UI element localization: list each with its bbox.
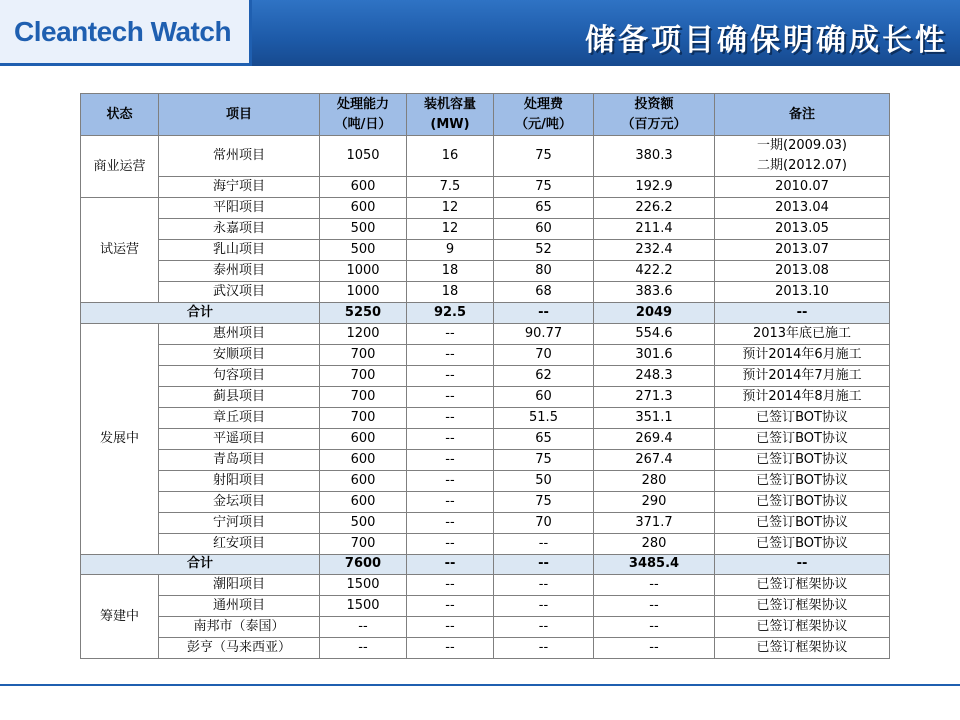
note-line: 预计2014年7月施工	[742, 367, 862, 383]
table-row	[81, 407, 890, 428]
investment-cell: 351.1	[594, 407, 715, 428]
fee-cell: 75	[494, 491, 594, 512]
project-name: 武汉项目	[159, 282, 320, 303]
table-row	[81, 323, 890, 344]
capacity-cell: 1000	[320, 261, 407, 282]
note-cell	[715, 428, 890, 449]
table-row	[81, 596, 890, 617]
note-line: 2013.04	[775, 200, 829, 215]
note-cell	[715, 491, 890, 512]
table-row	[81, 470, 890, 491]
project-name: 安顺项目	[159, 344, 320, 365]
mw-cell: 16	[407, 136, 494, 177]
column-header-line: 项目	[225, 106, 252, 122]
fee-cell: 70	[494, 512, 594, 533]
title-bar	[252, 0, 960, 66]
table-row	[81, 575, 890, 596]
capacity-cell: 7600	[320, 554, 407, 575]
investment-cell: 3485.4	[594, 554, 715, 575]
note-line: 2013年底已施工	[752, 325, 852, 341]
note-cell	[715, 470, 890, 491]
capacity-cell: 1200	[320, 323, 407, 344]
note-cell	[715, 198, 890, 219]
investment-cell: --	[594, 575, 715, 596]
column-header	[407, 94, 494, 136]
note-line: 已签订BOT协议	[756, 535, 848, 551]
fee-cell: 75	[494, 136, 594, 177]
note-cell	[715, 533, 890, 554]
project-name: 彭亨（马来西亚）	[159, 638, 320, 659]
capacity-cell: 1500	[320, 575, 407, 596]
project-name: 海宁项目	[159, 177, 320, 198]
investment-cell: 280	[594, 533, 715, 554]
note-cell	[715, 512, 890, 533]
table-row	[81, 219, 890, 240]
fee-cell: 75	[494, 449, 594, 470]
note-cell	[715, 596, 890, 617]
mw-cell: --	[407, 428, 494, 449]
note-cell	[715, 282, 890, 303]
capacity-cell: 600	[320, 177, 407, 198]
project-name: 通州项目	[159, 596, 320, 617]
project-name: 句容项目	[159, 365, 320, 386]
table-header-row	[81, 94, 890, 136]
note-cell	[715, 240, 890, 261]
note-cell	[715, 177, 890, 198]
note-cell	[715, 407, 890, 428]
mw-cell: 9	[407, 240, 494, 261]
status-cell: 试运营	[81, 198, 159, 303]
mw-cell: --	[407, 575, 494, 596]
fee-cell: 60	[494, 386, 594, 407]
project-name: 乳山项目	[159, 240, 320, 261]
column-header	[594, 94, 715, 136]
cleantech-watch-logo: Cleantech Watch	[14, 16, 232, 47]
project-table	[80, 93, 890, 659]
note-line: 已签订BOT协议	[756, 514, 848, 530]
capacity-cell: 700	[320, 533, 407, 554]
mw-cell: --	[407, 554, 494, 575]
table-row	[81, 365, 890, 386]
mw-cell: 12	[407, 219, 494, 240]
capacity-cell: 1000	[320, 282, 407, 303]
slide-title: 储备项目确保明确成长性	[585, 23, 948, 58]
project-name: 宁河项目	[159, 512, 320, 533]
investment-cell: 269.4	[594, 428, 715, 449]
project-name: 永嘉项目	[159, 219, 320, 240]
subtotal-label: 合计	[81, 303, 320, 324]
column-header	[715, 94, 890, 136]
project-name: 惠州项目	[159, 323, 320, 344]
capacity-cell: --	[320, 638, 407, 659]
column-header	[320, 94, 407, 136]
mw-cell: 7.5	[407, 177, 494, 198]
table-row	[81, 491, 890, 512]
investment-cell: --	[594, 638, 715, 659]
table-row	[81, 261, 890, 282]
note-line: 2010.07	[775, 179, 829, 194]
subtotal-row	[81, 303, 890, 324]
fee-cell: 75	[494, 177, 594, 198]
project-name: 青岛项目	[159, 449, 320, 470]
table-row	[81, 449, 890, 470]
investment-cell: 226.2	[594, 198, 715, 219]
table-row	[81, 533, 890, 554]
investment-cell: 554.6	[594, 323, 715, 344]
note-line: 已签订BOT协议	[756, 451, 848, 467]
capacity-cell: 500	[320, 219, 407, 240]
note-cell	[715, 136, 890, 177]
note-line: 已签订BOT协议	[756, 430, 848, 446]
project-name: 南邦市（泰国）	[159, 617, 320, 638]
capacity-cell: 5250	[320, 303, 407, 324]
capacity-cell: 700	[320, 344, 407, 365]
mw-cell: --	[407, 533, 494, 554]
note-cell	[715, 365, 890, 386]
fee-cell: --	[494, 617, 594, 638]
table-row	[81, 177, 890, 198]
mw-cell: --	[407, 596, 494, 617]
fee-cell: 68	[494, 282, 594, 303]
investment-cell: 232.4	[594, 240, 715, 261]
project-name: 潮阳项目	[159, 575, 320, 596]
fee-cell: --	[494, 596, 594, 617]
capacity-cell: 500	[320, 512, 407, 533]
capacity-cell: 700	[320, 407, 407, 428]
investment-cell: --	[594, 617, 715, 638]
note-cell	[715, 449, 890, 470]
mw-cell: 12	[407, 198, 494, 219]
mw-cell: --	[407, 365, 494, 386]
investment-cell: --	[594, 596, 715, 617]
slide-header	[0, 0, 960, 66]
table-row	[81, 512, 890, 533]
column-header	[81, 94, 159, 136]
mw-cell: --	[407, 386, 494, 407]
project-name: 平遥项目	[159, 428, 320, 449]
fee-cell: 52	[494, 240, 594, 261]
project-name: 常州项目	[159, 136, 320, 177]
fee-cell: 70	[494, 344, 594, 365]
investment-cell: 290	[594, 491, 715, 512]
investment-cell: 301.6	[594, 344, 715, 365]
column-header-line: （元/吨）	[515, 116, 572, 132]
table-row	[81, 428, 890, 449]
table-row	[81, 282, 890, 303]
fee-cell: 65	[494, 428, 594, 449]
capacity-cell: --	[320, 617, 407, 638]
project-name: 章丘项目	[159, 407, 320, 428]
mw-cell: --	[407, 449, 494, 470]
note-line: 已签订BOT协议	[756, 409, 848, 425]
note-line: 已签订框架协议	[756, 598, 848, 614]
column-header-line: （吨/日）	[334, 116, 392, 132]
capacity-cell: 1500	[320, 596, 407, 617]
project-name: 射阳项目	[159, 470, 320, 491]
fee-cell: 50	[494, 470, 594, 491]
note-cell: --	[715, 554, 890, 575]
mw-cell: --	[407, 470, 494, 491]
column-header-line: 处理费	[523, 96, 563, 112]
fee-cell: --	[494, 303, 594, 324]
note-line: 预计2014年6月施工	[742, 346, 862, 362]
status-cell: 商业运营	[81, 136, 159, 198]
note-line: 已签订框架协议	[756, 619, 848, 635]
note-line: 2013.05	[775, 221, 829, 236]
mw-cell: --	[407, 617, 494, 638]
investment-cell: 383.6	[594, 282, 715, 303]
fee-cell: 65	[494, 198, 594, 219]
investment-cell: 211.4	[594, 219, 715, 240]
column-header-line: 备注	[788, 106, 815, 122]
fee-cell: 90.77	[494, 323, 594, 344]
table-row	[81, 617, 890, 638]
note-line: 2013.07	[775, 242, 829, 257]
note-line: 已签订框架协议	[756, 577, 848, 593]
investment-cell: 248.3	[594, 365, 715, 386]
table-row	[81, 638, 890, 659]
note-line: 已签订BOT协议	[756, 472, 848, 488]
investment-cell: 2049	[594, 303, 715, 324]
investment-cell: 371.7	[594, 512, 715, 533]
capacity-cell: 700	[320, 365, 407, 386]
column-header	[494, 94, 594, 136]
capacity-cell: 700	[320, 386, 407, 407]
status-cell: 发展中	[81, 323, 159, 554]
fee-cell: 51.5	[494, 407, 594, 428]
note-cell	[715, 617, 890, 638]
mw-cell: --	[407, 407, 494, 428]
project-name: 泰州项目	[159, 261, 320, 282]
note-line: 已签订框架协议	[756, 640, 848, 656]
subtotal-row	[81, 554, 890, 575]
mw-cell: --	[407, 638, 494, 659]
fee-cell: --	[494, 533, 594, 554]
fee-cell: 80	[494, 261, 594, 282]
fee-cell: 62	[494, 365, 594, 386]
project-name: 红安项目	[159, 533, 320, 554]
mw-cell: --	[407, 323, 494, 344]
column-header-line: (MW)	[430, 116, 470, 132]
mw-cell: 18	[407, 282, 494, 303]
fee-cell: 60	[494, 219, 594, 240]
note-line: 预计2014年8月施工	[742, 388, 862, 404]
note-cell	[715, 219, 890, 240]
investment-cell: 267.4	[594, 449, 715, 470]
table-row	[81, 344, 890, 365]
investment-cell: 271.3	[594, 386, 715, 407]
note-line: 一期(2009.03)	[757, 138, 847, 153]
mw-cell: 18	[407, 261, 494, 282]
column-header-line: （百万元）	[621, 116, 687, 132]
capacity-cell: 600	[320, 198, 407, 219]
note-cell	[715, 344, 890, 365]
column-header-line: 处理能力	[336, 96, 389, 112]
table-row	[81, 136, 890, 177]
note-line: 2013.08	[775, 263, 829, 278]
mw-cell: --	[407, 344, 494, 365]
capacity-cell: 600	[320, 470, 407, 491]
fee-cell: --	[494, 575, 594, 596]
capacity-cell: 600	[320, 428, 407, 449]
column-header-line: 投资额	[634, 96, 674, 112]
note-cell	[715, 323, 890, 344]
project-name: 金坛项目	[159, 491, 320, 512]
note-line: 二期(2012.07)	[757, 158, 847, 173]
capacity-cell: 500	[320, 240, 407, 261]
column-header	[159, 94, 320, 136]
logo-box	[0, 0, 252, 66]
investment-cell: 422.2	[594, 261, 715, 282]
project-name: 平阳项目	[159, 198, 320, 219]
column-header-line: 装机容量	[423, 96, 476, 112]
fee-cell: --	[494, 554, 594, 575]
note-line: 2013.10	[775, 284, 829, 299]
capacity-cell: 600	[320, 449, 407, 470]
mw-cell: --	[407, 491, 494, 512]
status-cell: 筹建中	[81, 575, 159, 659]
note-line: 已签订BOT协议	[756, 493, 848, 509]
subtotal-label: 合计	[81, 554, 320, 575]
column-header-line: 状态	[106, 106, 133, 122]
note-cell	[715, 575, 890, 596]
investment-cell: 192.9	[594, 177, 715, 198]
note-cell	[715, 638, 890, 659]
fee-cell: --	[494, 638, 594, 659]
mw-cell: --	[407, 512, 494, 533]
table-row	[81, 198, 890, 219]
note-cell: --	[715, 303, 890, 324]
capacity-cell: 1050	[320, 136, 407, 177]
investment-cell: 380.3	[594, 136, 715, 177]
footer-divider	[0, 684, 960, 686]
table-row	[81, 240, 890, 261]
project-name: 蓟县项目	[159, 386, 320, 407]
investment-cell: 280	[594, 470, 715, 491]
capacity-cell: 600	[320, 491, 407, 512]
table-row	[81, 386, 890, 407]
note-cell	[715, 261, 890, 282]
note-cell	[715, 386, 890, 407]
mw-cell: 92.5	[407, 303, 494, 324]
